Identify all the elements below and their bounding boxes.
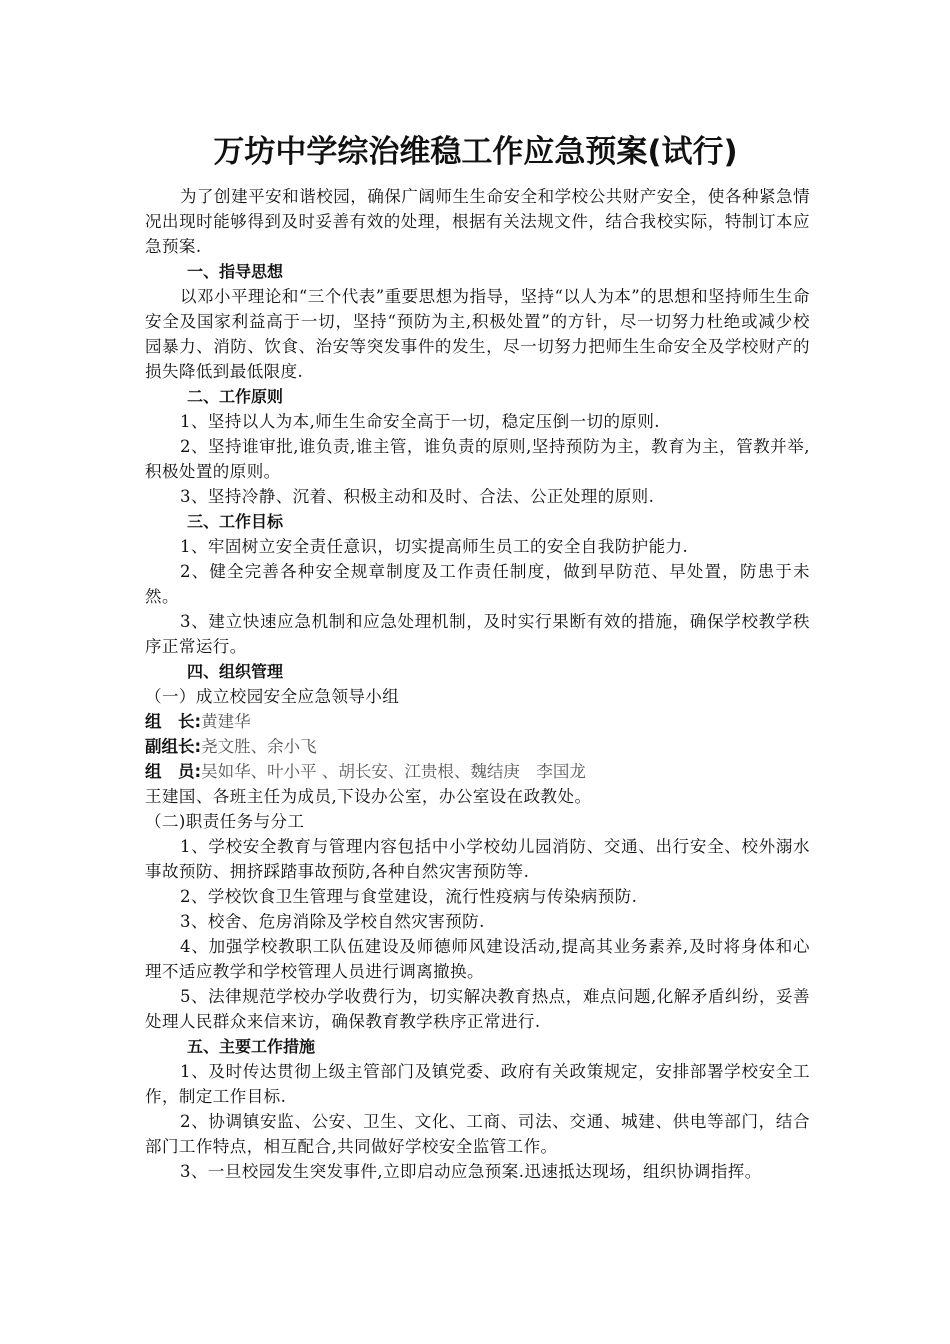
paragraph: 2、坚持谁审批,谁负责,谁主管，谁负责的原则,坚持预防为主，教育为主，管教并举,积极处置的原则。 xyxy=(145,437,810,481)
deputy-leader-value: 尧文胜、余小飞 xyxy=(201,737,317,756)
paragraph: 3、建立快速应急机制和应急处理机制，及时实行果断有效的措施，确保学校教学秩序正常运行。 xyxy=(145,612,810,656)
members-value: 吴如华、叶小平 、胡长安、江贵根、魏结庚 李国龙 xyxy=(201,762,586,781)
paragraph: 以邓小平理论和“三个代表”重要思想为指导，坚持“以人为本”的思想和坚持师生生命安全及国家利益高于一切，坚持“预防为主,积极处置”的方针，尽一切努力杜绝或减少校园暴力、消防、饮食、治安等突发事件的发生，尽一切努力把师生生命安全及学校财产的损失降低到最低限度. xyxy=(145,287,810,381)
paragraph: 1、学校安全教育与管理内容包括中小学校幼儿园消防、交通、出行安全、校外溺水事故预防、拥挤踩踏事故预防,各种自然灾害预防等. xyxy=(145,837,810,881)
paragraph: 1、及时传达贯彻上级主管部门及镇党委、政府有关政策规定，安排部署学校安全工作，制定工作目标. xyxy=(145,1062,810,1106)
paragraph: 2、协调镇安监、公安、卫生、文化、工商、司法、交通、城建、供电等部门，结合部门工作特点，相互配合,共同做好学校安全监管工作。 xyxy=(145,1112,810,1156)
document-page xyxy=(145,120,810,1184)
section-heading-work-principles: 二、工作原则 xyxy=(187,387,284,406)
section-heading-organization: 四、组织管理 xyxy=(187,662,284,681)
paragraph: 3、坚持冷静、沉着、积极主动和及时、合法、公正处理的原则. xyxy=(180,487,655,506)
paragraph: 5、法律规范学校办学收费行为，切实解决教育热点，难点问题,化解矛盾纠纷，妥善处理人民群众来信来访，确保教育教学秩序正常进行. xyxy=(145,987,810,1031)
paragraph: 2、学校饮食卫生管理与食堂建设，流行性疫病与传染病预防. xyxy=(180,887,638,906)
intro-paragraph: 为了创建平安和谐校园，确保广阔师生生命安全和学校公共财产安全，使各种紧急情况出现时能够得到及时妥善有效的处理，根据有关法规文件，结合我校实际，特制订本应急预案. xyxy=(145,187,810,256)
paragraph: 4、加强学校教职工队伍建设及师德师风建设活动,提高其业务素养,及时将身体和心理不适应教学和学校管理人员进行调离撤换。 xyxy=(145,937,810,981)
document-title: 万坊中学综治维稳工作应急预案(试行) xyxy=(213,134,738,170)
members-label: 组 员: xyxy=(145,762,202,781)
deputy-leader-line xyxy=(145,734,810,759)
members-continuation: 王建国、各班主任为成员,下设办公室，办公室设在政教处。 xyxy=(145,787,592,806)
leader-value: 黄建华 xyxy=(201,712,251,731)
subsection-heading: （一）成立校园安全应急领导小组 xyxy=(145,687,400,706)
section-heading-guiding-ideology: 一、指导思想 xyxy=(187,262,284,281)
paragraph: 2、健全完善各种安全规章制度及工作责任制度，做到早防范、早处置，防患于未然。 xyxy=(145,562,810,606)
subsection-heading: （二)职责任务与分工 xyxy=(145,812,305,831)
leader-line xyxy=(145,709,810,734)
paragraph: 1、坚持以人为本,师生生命安全高于一切，稳定压倒一切的原则. xyxy=(180,412,660,431)
members-line xyxy=(145,759,810,784)
paragraph: 3、校舍、危房消除及学校自然灾害预防. xyxy=(180,912,485,931)
paragraph: 3、一旦校园发生突发事件,立即启动应急预案.迅速抵达现场，组织协调指挥。 xyxy=(180,1162,762,1181)
section-heading-work-goals: 三、工作目标 xyxy=(187,512,284,531)
deputy-leader-label: 副组长: xyxy=(145,737,202,756)
section-heading-main-measures: 五、主要工作措施 xyxy=(187,1037,316,1056)
paragraph: 1、牢固树立安全责任意识，切实提高师生员工的安全自我防护能力. xyxy=(180,537,689,556)
leader-label: 组 长: xyxy=(145,712,202,731)
